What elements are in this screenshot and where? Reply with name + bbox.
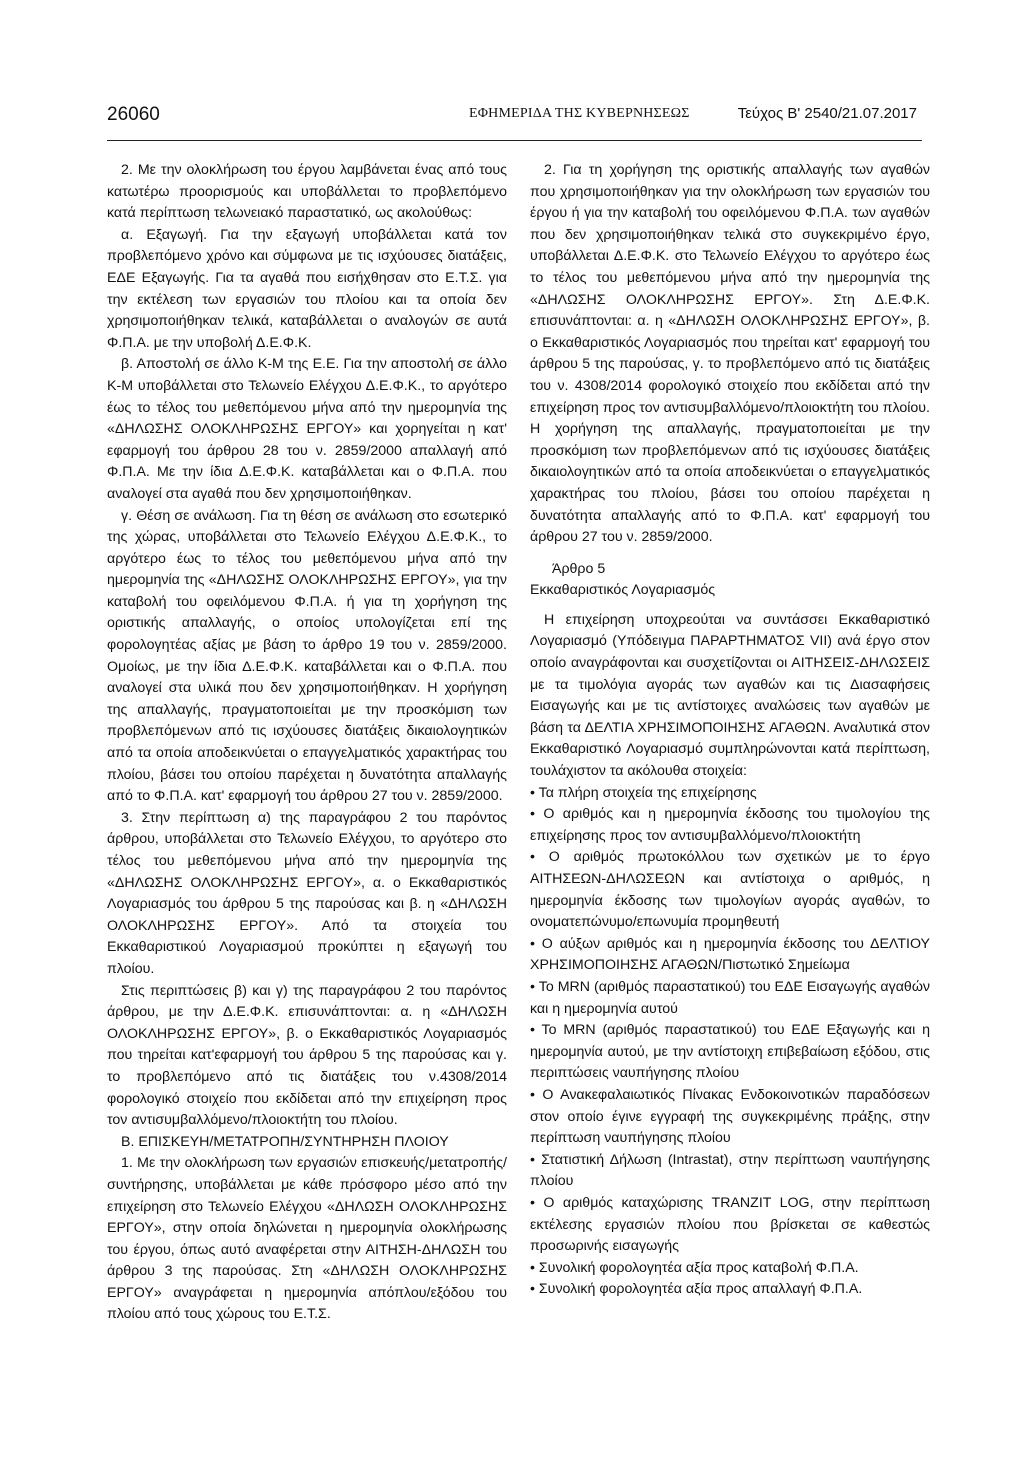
page-header bbox=[107, 100, 917, 124]
article-title: Εκκαθαριστικός Λογαριασμός bbox=[530, 582, 716, 599]
left-column bbox=[107, 160, 507, 1326]
list-item: • Ο αύξων αριθμός και η ημερομηνία έκδοσης του ΔΕΛΤΙΟΥ ΧΡΗΣΙΜΟΠΟΙΗΣΗΣ ΑΓΑΘΩΝ/Πιστωτικό Σημείωμα bbox=[530, 935, 930, 974]
paragraph-export: α. Εξαγωγή. Για την εξαγωγή υποβάλλεται κατά τον προβλεπόμενο χρόνο και σύμφωνα με τις ισχύουσες διατάξεις, ΕΔΕ Εξαγωγής. Για τα αγαθά που εισήχθησαν στο Ε.Τ.Σ. για την εκτέλεση των εργασιών του πλοίου και τα οποία δεν χρησιμοποιήθηκαν τελικά, καταβάλλεται ο αναλογών σε αυτά Φ.Π.Α. με την υποβολή Δ.Ε.Φ.Κ. bbox=[107, 226, 507, 351]
paragraph-2: 2. Με την ολοκλήρωση του έργου λαμβάνεται ένας από τους κατωτέρω προορισμούς και υποβάλλεται το προβλεπόμενο κατά περίπτωση τελωνειακό παραστατικό, ως ακολούθως: bbox=[107, 162, 507, 222]
right-column bbox=[530, 160, 930, 1301]
list-item: • Στατιστική Δήλωση (Intrastat), στην περίπτωση ναυπήγησης πλοίου bbox=[530, 1151, 930, 1190]
paragraph-3: 3. Στην περίπτωση α) της παραγράφου 2 του παρόντος άρθρου, υποβάλλεται στο Τελωνείο Ελέγχου, το αργότερο στο τέλος του μεθεπόμενου μήνα από την ημερομηνία της «ΔΗΛΩΣΗΣ ΟΛΟΚΛΗΡΩΣΗΣ ΕΡΓΟΥ», α. ο Εκκαθαριστικός Λογαριασμός του άρθρου 5 της παρούσας και β. η «ΔΗΛΩΣΗ ΟΛΟΚΛΗΡΩΣΗΣ ΕΡΓΟΥ». Από τα στοιχεία του Εκκαθαριστικού Λογαριασμού προκύπτει η εξαγωγή του πλοίου. bbox=[107, 809, 507, 977]
article-intro: Η επιχείρηση υποχρεούται να συντάσσει Εκκαθαριστικό Λογαριασμό (Υπόδειγμα ΠΑΡΑΡΤΗΜΑΤΟΣ VII) ανά έργο στον οποίο αναγράφονται και συσχετίζονται οι ΑΙΤΗΣΕΙΣ-ΔΗΛΩΣΕΙΣ με τα τιμολόγια αγοράς των αγαθών και τις Διασαφήσεις Εισαγωγής και με τις αντίστοιχες αναλώσεις των αγαθών με βάση τα ΔΕΛΤΙΑ ΧΡΗΣΙΜΟΠΟΙΗΣΗΣ ΑΓΑΘΩΝ. Αναλυτικά στον Εκκαθαριστικό Λογαριασμό συμπληρώνονται κατά περίπτωση, τουλάχιστον τα ακόλουθα στοιχεία: bbox=[530, 611, 930, 780]
issue-info: Τεύχος Β' 2540/21.07.2017 bbox=[737, 105, 917, 122]
list-item: • Συνολική φορολογητέα αξία προς καταβολή Φ.Π.Α. bbox=[530, 1259, 859, 1276]
list-item: • Το MRN (αριθμός παραστατικού) του ΕΔΕ Εισαγωγής αγαθών και η ημερομηνία αυτού bbox=[530, 978, 930, 1017]
paragraph-consumption: γ. Θέση σε ανάλωση. Για τη θέση σε ανάλωση στο εσωτερικό της χώρας, υποβάλλεται στο Τελωνείο Ελέγχου Δ.Ε.Φ.Κ., το αργότερο έως το τέλος του μεθεπόμενου μήνα από την ημερομηνία της «ΔΗΛΩΣΗΣ ΟΛΟΚΛΗΡΩΣΗΣ ΕΡΓΟΥ», για την καταβολή του οφειλόμενου Φ.Π.Α. ή για τη χορήγηση της οριστικής απαλλαγής, ο οποίος υπολογίζεται επί της φορολογητέας αξίας με βάση το άρθρο 19 του ν. 2859/2000. Ομοίως, με την ίδια Δ.Ε.Φ.Κ. καταβάλλεται και ο Φ.Π.Α. που αναλογεί στα υλικά που δεν χρησιμοποιήθηκαν. Η χορήγηση της απαλλαγής, πραγματοποιείται με την προσκόμιση των προβλεπόμενων από τις ισχύουσες διατάξεις δικαιολογητικών από τα οποία αποδεικνύεται ο επαγγελματικός χαρακτήρας του πλοίου, βάσει του οποίου παρέχεται η δυνατότητα απαλλαγής από το Φ.Π.Α. κατ' εφαρμογή του άρθρου 27 του ν. 2859/2000. bbox=[107, 507, 507, 805]
list-item: • Ο αριθμός πρωτοκόλλου των σχετικών με το έργο ΑΙΤΗΣΕΩΝ-ΔΗΛΩΣΕΩΝ και αντίστοιχα ο αριθμός, η ημερομηνία έκδοσης των τιμολογίων αγοράς αγαθών, το ονοματεπώνυμο/επωνυμία προμηθευτή bbox=[530, 849, 930, 931]
paragraph-b-1: 1. Με την ολοκλήρωση των εργασιών επισκευής/μετατροπής/συντήρησης, υποβάλλεται με κάθε πρόσφορο μέσο από την επιχείρηση στο Τελωνείο Ελέγχου «ΔΗΛΩΣΗ ΟΛΟΚΛΗΡΩΣΗΣ ΕΡΓΟΥ», στην οποία δηλώνεται η ημερομηνία ολοκλήρωσης του έργου, όπως αυτό αναφέρεται στην ΑΙΤΗΣΗ-ΔΗΛΩΣΗ του άρθρου 3 της παρούσας. Στη «ΔΗΛΩΣΗ ΟΛΟΚΛΗΡΩΣΗΣ ΕΡΓΟΥ» αναγράφεται η ημερομηνία απόπλου/εξόδου του πλοίου από τους χώρους του Ε.Τ.Σ. bbox=[107, 1155, 507, 1323]
list-item: • Ο Ανακεφαλαιωτικός Πίνακας Ενδοκοινοτικών παραδόσεων στον οποίο έγινε εγγραφή της συγκεκριμένης πράξης, στην περίπτωση ναυπήγησης πλοίου bbox=[530, 1086, 930, 1147]
gazette-title: ΕΦΗΜΕΡΙΔΑ ΤΗΣ ΚΥΒΕΡΝΗΣΕΩΣ bbox=[469, 106, 690, 121]
section-heading-b: Β. ΕΠΙΣΚΕΥΗ/ΜΕΤΑΤΡΟΠΗ/ΣΥΝΤΗΡΗΣΗ ΠΛΟΙΟΥ bbox=[121, 1133, 449, 1150]
list-item: • Τα πλήρη στοιχεία της επιχείρησης bbox=[530, 784, 757, 801]
header-divider bbox=[107, 140, 922, 141]
list-item: • Ο αριθμός και η ημερομηνία έκδοσης του τιμολογίου της επιχείρησης προς τον αντισυμβαλλόμενο/πλοιοκτήτη bbox=[530, 806, 930, 844]
list-item: • Συνολική φορολογητέα αξία προς απαλλαγή Φ.Π.Α. bbox=[530, 1281, 863, 1298]
article-number: Άρθρο 5 bbox=[552, 560, 606, 577]
list-item: • Το MRN (αριθμός παραστατικού) του ΕΔΕ Εξαγωγής και η ημερομηνία αυτού, με την αντίστοιχη επιβεβαίωση εξόδου, στις περιπτώσεις ναυπήγησης πλοίου bbox=[530, 1022, 930, 1082]
paragraph-cases-b-c: Στις περιπτώσεις β) και γ) της παραγράφου 2 του παρόντος άρθρου, με την Δ.Ε.Φ.Κ. επισυνάπτονται: α. η «ΔΗΛΩΣΗ ΟΛΟΚΛΗΡΩΣΗΣ ΕΡΓΟΥ», β. ο Εκκαθαριστικός Λογαριασμός που τηρείται κατ'εφαρμογή του άρθρου 5 της παρούσας και γ. το προβλεπόμενο από τις διατάξεις του ν.4308/2014 φορολογικό στοιχείο που εκδίδεται από την επιχείρηση προς τον αντισυμβαλλόμενο/πλοιοκτήτη του πλοίου. bbox=[107, 982, 507, 1129]
paragraph-dispatch: β. Αποστολή σε άλλο Κ-Μ της Ε.Ε. Για την αποστολή σε άλλο Κ-Μ υποβάλλεται στο Τελωνείο Ελέγχου Δ.Ε.Φ.Κ., το αργότερο έως το τέλος του μεθεπόμενου μήνα από την ημερομηνία της «ΔΗΛΩΣΗΣ ΟΛΟΚΛΗΡΩΣΗΣ ΕΡΓΟΥ» και χορηγείται η κατ' εφαρμογή του άρθρου 28 του ν. 2859/2000 απαλλαγή από Φ.Π.Α. Με την ίδια Δ.Ε.Φ.Κ. καταβάλλεται και ο Φ.Π.Α. που αναλογεί στα αγαθά που δεν χρησιμοποιήθηκαν. bbox=[107, 356, 507, 502]
paragraph-right-2: 2. Για τη χορήγηση της οριστικής απαλλαγής των αγαθών που χρησιμοποιήθηκαν για την ολοκλήρωση των εργασιών του έργου ή για την καταβολή του οφειλόμενου Φ.Π.Α. των αγαθών που δεν χρησιμοποιήθηκαν τελικά στο συγκεκριμένο έργο, υποβάλλεται Δ.Ε.Φ.Κ. στο Τελωνείο Ελέγχου το αργότερο έως το τέλος του μεθεπόμενου μήνα από την ημερομηνία της «ΔΗΛΩΣΗΣ ΟΛΟΚΛΗΡΩΣΗΣ ΕΡΓΟΥ». Στη Δ.Ε.Φ.Κ. επισυνάπτονται: α. η «ΔΗΛΩΣΗ ΟΛΟΚΛΗΡΩΣΗΣ ΕΡΓΟΥ», β. ο Εκκαθαριστικός Λογαριασμός που τηρείται κατ' εφαρμογή του άρθρου 5 της παρούσας, γ. το προβλεπόμενο από τις διατάξεις του ν. 4308/2014 φορολογικό στοιχείο που εκδίδεται από την επιχείρηση προς τον αντισυμβαλλόμενο/πλοιοκτήτη του πλοίου. Η χορήγηση της απαλλαγής, πραγματοποιείται με την προσκόμιση των προβλεπόμενων από τις ισχύουσες διατάξεις δικαιολογητικών από τα οποία αποδεικνύεται ο επαγγελματικός χαρακτήρας του πλοίου, βάσει του οποίου παρέχεται η δυνατότητα απαλλαγής από το Φ.Π.Α. κατ' εφαρμογή του άρθρου 27 του ν. 2859/2000. bbox=[530, 162, 930, 546]
page-number: 26060 bbox=[107, 104, 160, 125]
list-item: • Ο αριθμός καταχώρισης TRANZIT LOG, στην περίπτωση εκτέλεσης εργασιών πλοίου που βρίσκεται σε καθεστώς προσωρινής εισαγωγής bbox=[530, 1194, 930, 1255]
